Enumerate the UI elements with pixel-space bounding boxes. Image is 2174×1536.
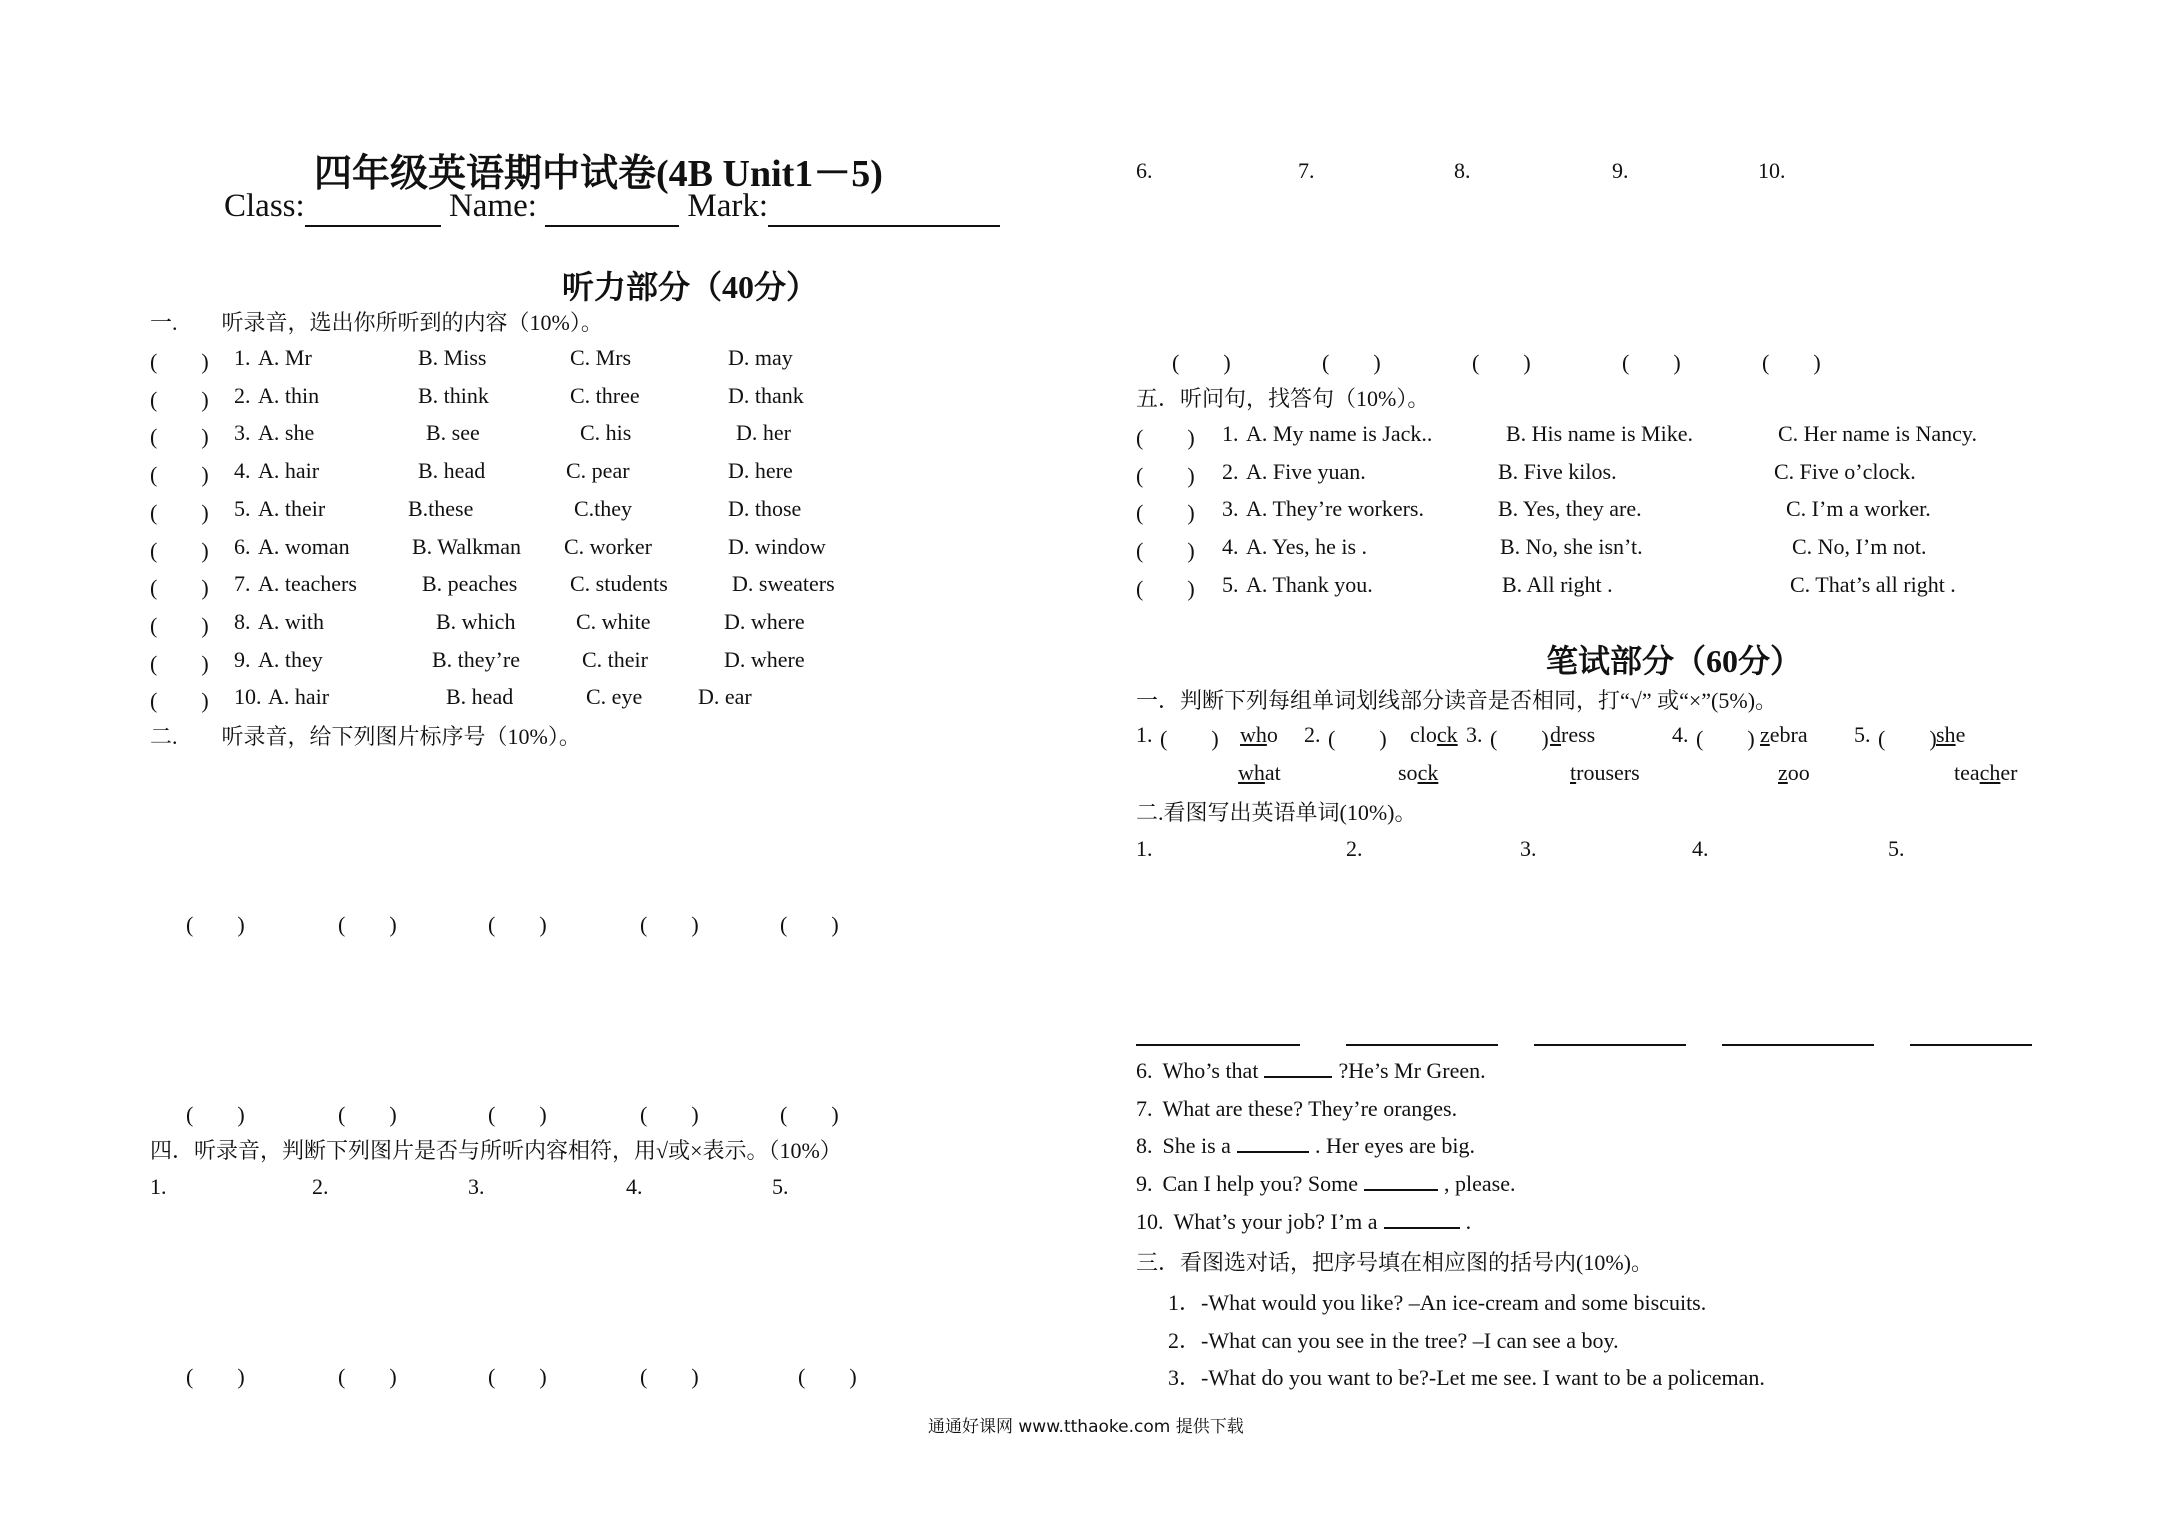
word-bottom (1778, 760, 1810, 786)
picture-answer-paren[interactable]: ( ) (186, 912, 245, 937)
option-a: A. woman (258, 533, 350, 559)
exam-title: 四年级英语期中试卷(4B Unit1－5) (314, 153, 883, 195)
picture-answer-paren[interactable]: ( ) (488, 1364, 547, 1389)
option-c: C. three (570, 382, 640, 408)
option-c: C. white (576, 608, 651, 634)
sentence-text: ?He’s Mr Green. (1338, 1058, 1486, 1083)
underlined-letters: z (1778, 760, 1788, 785)
sentence-text: . Her eyes are big. (1314, 1133, 1475, 1159)
picture-number: 4. (626, 1174, 643, 1199)
item-number: 7. (1136, 1095, 1153, 1121)
option-b: B. His name is Mike. (1506, 421, 1693, 446)
item-number: 4. (1222, 534, 1239, 560)
option-c: C. No, I’m not. (1792, 534, 1927, 560)
picture-answer-paren[interactable]: ( ) (640, 1364, 699, 1389)
option-b: B. think (418, 382, 489, 408)
listening-sec5-title: 五．听问句，找答句（10%）。 (1136, 386, 1430, 411)
option-a: A. Five yuan. (1246, 458, 1366, 484)
option-c: C.they (574, 495, 633, 521)
answer-paren[interactable]: ( ) (150, 386, 209, 412)
option-d: D. where (724, 608, 805, 634)
underlined-letters: sh (1936, 722, 1956, 747)
sentence-row (1136, 1096, 1457, 1122)
picture-answer-paren[interactable]: ( ) (488, 1102, 547, 1127)
item-number: 5. (234, 495, 251, 521)
picture-number: 5. (772, 1174, 789, 1199)
underlined-letters: ch (1979, 760, 2001, 785)
option-b: B.these (408, 495, 474, 521)
answer-paren[interactable]: ( ) (150, 424, 209, 450)
option-d: D. those (728, 495, 802, 521)
picture-answer-paren[interactable]: ( ) (640, 912, 699, 937)
underlined-letters: ck (1417, 760, 1439, 785)
option-a: A. Thank you. (1246, 571, 1373, 597)
word-part: e (1955, 722, 1966, 747)
fill-blank[interactable] (1237, 1133, 1309, 1153)
picture-answer-paren[interactable]: ( ) (1762, 350, 1821, 375)
dialogue-item: 2．-What can you see in the tree? –I can see a boy. (1168, 1327, 1619, 1353)
answer-line-3[interactable] (1534, 1044, 1686, 1046)
option-c: C. Five o’clock. (1774, 458, 1916, 484)
picture-number: 1. (1136, 836, 1153, 861)
picture-number: 3. (468, 1174, 485, 1199)
written-sec2-title: 二.看图写出英语单词(10%)。 (1136, 800, 1417, 825)
item-number: 8. (234, 608, 251, 634)
answer-paren[interactable]: ( ) (1490, 726, 1549, 751)
dialogue-item: 3．-What do you want to be?-Let me see. I want to be a policeman. (1168, 1365, 1765, 1391)
item-number: 3. (1466, 722, 1483, 747)
underlined-letters: d (1550, 722, 1561, 747)
option-d: D. thank (728, 382, 804, 408)
word-part: rousers (1576, 760, 1640, 785)
option-a: A. they (258, 646, 323, 672)
answer-line-5[interactable] (1910, 1044, 2032, 1046)
class-field[interactable] (305, 188, 441, 227)
picture-answer-paren[interactable]: ( ) (186, 1364, 245, 1389)
item-number: 9. (234, 646, 251, 672)
listening-sec1-list (150, 345, 950, 725)
word-part: clo (1410, 722, 1437, 747)
option-b: B. they’re (432, 646, 520, 672)
underlined-letters: wh (1238, 760, 1265, 785)
answer-paren[interactable]: ( ) (150, 688, 209, 714)
option-c: C. eye (586, 684, 643, 710)
picture-answer-paren[interactable]: ( ) (798, 1364, 857, 1389)
word-bottom (1954, 760, 2018, 786)
word-part: oo (1787, 760, 1810, 785)
footer-credit: 通通好课网 www.tthaoke.com 提供下载 (928, 1417, 1244, 1437)
item-number: 3. (1222, 496, 1239, 522)
picture-number: 2. (312, 1174, 329, 1199)
answer-paren[interactable]: ( ) (150, 349, 209, 374)
fill-blank[interactable] (1364, 1171, 1438, 1191)
item-number: 10. (1136, 1208, 1164, 1234)
written-heading: 笔试部分（60分） (1546, 643, 1803, 679)
option-b: B. No, she isn’t. (1500, 534, 1643, 560)
picture-answer-paren[interactable]: ( ) (338, 1364, 397, 1389)
option-d: D. her (736, 420, 791, 446)
picture-number: 3. (1520, 836, 1537, 861)
listening-sec4-title: 四．听录音，判断下列图片是否与所听内容相符，用√或×表示。（10%） (150, 1138, 842, 1163)
picture-answer-paren[interactable]: ( ) (780, 912, 839, 937)
picture-answer-paren[interactable]: ( ) (1472, 350, 1531, 375)
picture-answer-paren[interactable]: ( ) (338, 1102, 397, 1127)
item-number: 3. (234, 420, 251, 446)
word-part: so (1398, 760, 1418, 785)
answer-paren[interactable]: ( ) (150, 575, 209, 601)
option-b: B. All right . (1502, 571, 1613, 597)
option-c: C. Mrs (570, 345, 632, 370)
option-a: A. she (258, 420, 315, 446)
listening-heading: 听力部分（40分） (562, 269, 819, 305)
item-number: 1. (1136, 722, 1153, 747)
picture-number: 6. (1136, 158, 1153, 183)
option-a: A. My name is Jack.. (1246, 421, 1433, 446)
item-number: 1. (1222, 421, 1239, 446)
option-a: A. They’re workers. (1246, 496, 1424, 522)
option-c: C. That’s all right . (1790, 571, 1956, 597)
sentence-text: Who’s that (1162, 1058, 1259, 1083)
item-number: 8. (1136, 1133, 1153, 1159)
dialogue-item: 1．-What would you like? –An ice-cream and some biscuits. (1168, 1290, 1707, 1315)
answer-paren[interactable]: ( ) (150, 650, 209, 676)
sentence-text: She is a (1162, 1133, 1231, 1159)
mark-label: Mark: (687, 188, 769, 224)
option-b: B. Walkman (412, 533, 522, 559)
option-d: D. sweaters (732, 571, 835, 597)
answer-paren[interactable]: ( ) (1160, 726, 1219, 751)
option-b: B. peaches (422, 571, 518, 597)
listening-sec2-title: 二. 听录音，给下列图片标序号（10%）。 (150, 724, 581, 749)
name-field[interactable] (545, 188, 679, 227)
picture-number: 7. (1298, 158, 1315, 183)
picture-answer-paren[interactable]: ( ) (1172, 350, 1231, 375)
option-a: A. Mr (258, 345, 312, 370)
answer-paren[interactable]: ( ) (1878, 726, 1937, 751)
option-a: A. teachers (258, 571, 357, 597)
sentence-row (1136, 1209, 1471, 1235)
fill-blank[interactable] (1384, 1209, 1460, 1229)
option-b: B. Five kilos. (1498, 458, 1617, 484)
item-number: 2. (1304, 722, 1321, 747)
word-bottom (1238, 760, 1281, 786)
item-number: 6. (1136, 1058, 1153, 1083)
word-top (1410, 722, 1458, 748)
option-a: A. hair (258, 458, 320, 484)
item-number: 9. (1136, 1171, 1153, 1197)
picture-number: 10. (1758, 158, 1786, 183)
word-part: at (1264, 760, 1281, 785)
sentence-text: Can I help you? Some (1162, 1171, 1359, 1197)
picture-number: 2. (1346, 836, 1363, 861)
option-b: B. Miss (418, 345, 487, 370)
underlined-letters: wh (1240, 722, 1267, 747)
picture-answer-paren[interactable]: ( ) (338, 912, 397, 937)
option-c: C. their (582, 646, 648, 672)
word-part: o (1266, 722, 1278, 747)
option-b: B. see (426, 420, 480, 446)
word-bottom (1570, 760, 1640, 786)
written-sec3-title: 三．看图选对话，把序号填在相应图的括号内(10%)。 (1136, 1250, 1653, 1275)
answer-paren[interactable]: ( ) (1696, 726, 1755, 751)
item-number: 6. (234, 533, 251, 559)
answer-line-1[interactable] (1136, 1044, 1300, 1046)
sentence-text: . (1465, 1208, 1472, 1234)
answer-paren[interactable]: ( ) (1328, 726, 1387, 751)
option-c: C. worker (564, 533, 652, 559)
answer-paren[interactable]: ( ) (1136, 538, 1195, 564)
picture-answer-paren[interactable]: ( ) (640, 1102, 699, 1127)
word-top (1760, 722, 1808, 748)
sentence-text: What are these? They’re oranges. (1162, 1095, 1458, 1121)
option-d: D. may (728, 345, 793, 370)
item-number: 7. (234, 571, 251, 597)
sentence-row (1136, 1171, 1516, 1197)
option-d: D. here (728, 458, 793, 484)
written-sec2-sentences (1136, 1058, 2136, 1248)
option-a: A. hair (268, 684, 330, 710)
word-part: er (2000, 760, 2018, 785)
item-number: 2. (1222, 458, 1239, 484)
option-c: C. pear (566, 458, 630, 484)
answer-paren[interactable]: ( ) (150, 612, 209, 638)
option-d: D. window (728, 533, 826, 559)
sentence-text: , please. (1444, 1171, 1516, 1197)
option-a: A. Yes, he is . (1246, 534, 1368, 560)
option-d: D. where (724, 646, 805, 672)
underlined-letters: t (1570, 760, 1577, 785)
picture-answer-paren[interactable]: ( ) (488, 912, 547, 937)
word-top (1936, 722, 1965, 748)
listening-sec1-title: 一. 听录音，选出你所听到的内容（10%）。 (150, 310, 603, 335)
option-b: B. head (418, 458, 486, 484)
option-a: A. their (258, 495, 326, 521)
item-number: 4. (234, 458, 251, 484)
listening-sec5-list (1136, 421, 2136, 611)
underlined-letters: z (1760, 722, 1770, 747)
picture-answer-paren[interactable]: ( ) (186, 1102, 245, 1127)
word-part: tea (1954, 760, 1980, 785)
answer-paren[interactable]: ( ) (1136, 575, 1195, 601)
answer-paren[interactable]: ( ) (150, 462, 209, 488)
answer-paren[interactable]: ( ) (1136, 462, 1195, 488)
item-number: 4. (1672, 722, 1689, 747)
item-number: 1. (234, 345, 251, 370)
option-c: C. his (580, 420, 632, 446)
name-label: Name: (448, 188, 537, 224)
option-b: B. which (436, 608, 516, 634)
answer-paren[interactable]: ( ) (1136, 500, 1195, 526)
option-c: C. Her name is Nancy. (1778, 421, 1977, 446)
answer-paren[interactable]: ( ) (150, 537, 209, 563)
mark-field[interactable] (768, 188, 1000, 227)
option-b: B. Yes, they are. (1498, 496, 1642, 522)
header-line (224, 188, 1000, 227)
option-c: C. I’m a worker. (1786, 496, 1931, 522)
answer-paren[interactable]: ( ) (1136, 425, 1195, 450)
option-d: D. ear (698, 684, 752, 710)
word-part: ebra (1769, 722, 1808, 747)
picture-number: 1. (150, 1174, 167, 1199)
sentence-row (1136, 1133, 1475, 1159)
picture-number: 4. (1692, 836, 1709, 861)
option-c: C. students (570, 571, 668, 597)
option-a: A. with (258, 608, 324, 634)
written-sec3-list (1168, 1286, 2068, 1406)
underlined-letters: ck (1436, 722, 1458, 747)
answer-line-2[interactable] (1346, 1044, 1498, 1046)
picture-answer-paren[interactable]: ( ) (780, 1102, 839, 1127)
item-number: 10. (234, 684, 262, 710)
item-number: 5. (1854, 722, 1871, 747)
fill-blank[interactable] (1264, 1058, 1332, 1078)
written-sec1-pairs (1136, 722, 2136, 802)
picture-answer-paren[interactable]: ( ) (1622, 350, 1681, 375)
item-number: 5. (1222, 571, 1239, 597)
item-number: 2. (234, 382, 251, 408)
picture-number: 5. (1888, 836, 1905, 861)
sentence-text: What’s your job? I’m a (1173, 1208, 1378, 1234)
word-bottom (1398, 760, 1438, 786)
sentence-row (1136, 1058, 1486, 1084)
picture-number: 9. (1612, 158, 1629, 183)
picture-answer-paren[interactable]: ( ) (1322, 350, 1381, 375)
answer-paren[interactable]: ( ) (150, 499, 209, 525)
picture-number: 8. (1454, 158, 1471, 183)
word-top (1240, 722, 1278, 748)
answer-line-4[interactable] (1722, 1044, 1874, 1046)
option-a: A. thin (258, 382, 320, 408)
word-top (1550, 722, 1595, 748)
option-b: B. head (446, 684, 514, 710)
written-sec1-title: 一．判断下列每组单词划线部分读音是否相同，打“√” 或“×”(5%)。 (1136, 688, 1778, 713)
word-part: ress (1561, 722, 1596, 747)
class-label: Class: (224, 188, 305, 224)
